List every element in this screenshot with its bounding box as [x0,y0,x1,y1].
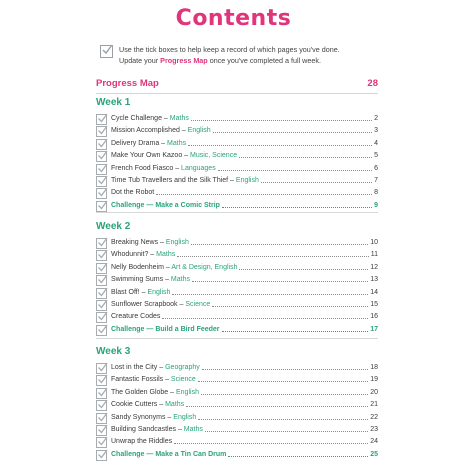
leader-dots [261,182,372,183]
leader-dots [172,294,368,295]
contents-entry[interactable]: Time Tub Travellers and the Silk Thief – English 7 [96,175,378,186]
checkbox-icon[interactable] [96,375,107,386]
progress-map-entry[interactable] [96,78,378,91]
page-number: 3 [374,127,378,135]
checkbox-icon[interactable] [96,114,107,125]
leader-dots [222,207,372,208]
progress-map-page: 28 [367,78,378,89]
page-number: 14 [370,288,378,296]
entry-title: Breaking News [111,239,159,246]
leader-dots [156,194,372,195]
week-1-title: Week 1 [96,97,131,108]
checkbox-icon[interactable] [96,201,107,212]
checkbox-icon[interactable] [96,437,107,448]
entry-title: French Food Fiasco [111,164,174,172]
checkbox-icon[interactable] [96,176,107,187]
page-number: 21 [370,401,378,409]
checkbox-icon[interactable] [96,188,107,199]
page-number: 13 [370,276,378,284]
leader-dots [212,306,368,307]
page-number: 11 [370,251,378,259]
leader-dots [202,369,368,370]
leader-dots [239,269,368,270]
week-2-title: Week 2 [96,221,131,232]
leader-dots [188,145,372,146]
page-number: 16 [370,313,378,321]
contents-entry[interactable]: Sunflower Scrapbook – Science 15 [96,299,378,310]
page-title: Contents [175,6,292,31]
entry-subject: English [187,127,211,135]
contents-entry[interactable]: Lost in the City – Geography 18 [96,362,378,373]
checkbox-icon[interactable] [96,388,107,399]
leader-dots [186,406,368,407]
leader-dots [198,419,368,420]
entry-title: Swimming Sums [111,276,164,284]
checkbox-icon[interactable] [96,275,107,286]
checkbox-icon[interactable] [96,300,107,311]
entry-subject: Maths [170,276,190,284]
entry-title: Make Your Own Kazoo [111,152,183,160]
contents-entry[interactable]: Make Your Own Kazoo – Music, Science 5 [96,150,378,161]
leader-dots [201,394,368,395]
entry-subject: Maths [167,139,187,147]
page-number: 2 [374,115,378,122]
entry-title: Challenge — Make a Comic Strip [111,201,220,209]
checkbox-icon[interactable] [96,139,107,150]
leader-dots [228,456,368,457]
leader-dots [192,281,368,282]
contents-entry[interactable]: Building Sandcastles – Maths 23 [96,424,378,435]
contents-entry[interactable]: Nelly Bodenheim – Art & Design, English 12 [96,262,378,273]
intro-line-2-post: once you've completed a full week. [207,56,321,65]
page-number: 4 [374,139,378,147]
entry-title: Challenge — Build a Bird Feeder [111,325,220,333]
leader-dots [205,431,368,432]
leader-dots [174,443,368,444]
page-number: 22 [370,413,378,421]
entry-subject: Music, Science [190,152,238,160]
checkbox-icon[interactable] [96,450,107,461]
entry-title: Sunflower Scrapbook [111,301,178,308]
contents-entry[interactable]: Blast Off! – English 14 [96,287,378,298]
contents-entry[interactable]: Cycle Challenge – Maths 2 [96,113,378,124]
entry-subject: Languages [181,164,216,172]
entry-title: Blast Off! [111,288,140,296]
checkbox-icon[interactable] [96,238,107,249]
leader-dots [218,170,372,171]
entry-title: Lost in the City [111,364,158,371]
entry-subject: English [176,388,199,396]
checkbox-icon[interactable] [96,363,107,374]
entry-subject: Maths [169,115,189,122]
entry-title: Whodunnit? [111,251,149,259]
leader-dots [213,132,372,133]
entry-subject: Maths [183,426,203,433]
contents-entry[interactable]: Swimming Sums – Maths 13 [96,274,378,285]
contents-entry[interactable] [96,436,378,447]
entry-subject: Maths [165,401,185,409]
divider [96,93,378,94]
leader-dots [191,120,372,121]
contents-entry[interactable]: Whodunnit? – Maths 11 [96,249,378,260]
page-number: 15 [370,301,378,308]
checkbox-icon[interactable] [96,288,107,299]
intro-progress-map-ref: Progress Map [160,56,208,65]
entry-subject: English [235,177,259,184]
contents-entry[interactable] [96,311,378,322]
checkbox-icon[interactable] [96,250,107,261]
entry-title: Nelly Bodenheim [111,263,164,271]
intro-line-2-pre: Update your [119,56,161,65]
contents-entry[interactable]: Mission Accomplished – English 3 [96,125,378,136]
entry-title: Delivery Drama [111,139,160,147]
entry-title: Time Tub Travellers and the Silk Thief [111,177,229,184]
page-number: 20 [370,388,378,396]
checkbox-icon[interactable] [96,400,107,411]
contents-entry[interactable]: Cookie Cutters – Maths 21 [96,399,378,410]
entry-title: Unwrap the Riddles [111,438,173,446]
contents-entry[interactable]: Fantastic Fossils – Science 19 [96,374,378,385]
page-number: 6 [374,164,378,172]
intro-line-1: Use the tick boxes to help keep a record of which pages you've done. [119,45,340,54]
page-number: 5 [374,152,378,160]
leader-dots [191,244,368,245]
divider [96,212,378,213]
entry-title: Creature Codes [111,313,161,321]
checkbox-icon[interactable] [96,164,107,175]
contents-entry[interactable]: Breaking News – English 10 [96,237,378,248]
entry-title: Fantastic Fossils [111,376,164,384]
leader-dots [222,331,368,332]
checkbox-icon[interactable] [96,126,107,137]
checkbox-icon[interactable] [96,151,107,162]
week-3-title: Week 3 [96,346,131,357]
progress-map-label: Progress Map [96,78,159,89]
leader-dots [239,157,372,158]
entry-title: Cycle Challenge [111,115,162,122]
entry-subject: Science [185,301,211,308]
contents-entry[interactable]: Delivery Drama – Maths 4 [96,138,378,149]
entry-subject: Maths [156,251,176,259]
checkbox-icon[interactable] [96,263,107,274]
entry-title: Mission Accomplished [111,127,180,135]
contents-entry[interactable]: Sandy Synonyms – English 22 [96,412,378,423]
checkbox-icon[interactable] [96,425,107,436]
page-number: 24 [370,438,378,446]
entry-title: Challenge — Make a Tin Can Drum [111,450,227,458]
page-number: 10 [370,239,378,246]
contents-entry[interactable]: The Golden Globe – English 20 [96,387,378,398]
contents-entry[interactable]: French Food Fiasco – Languages 6 [96,163,378,174]
checkbox-icon[interactable] [96,312,107,323]
checkbox-icon[interactable] [96,325,107,336]
page-number: 7 [374,177,378,184]
entry-subject: Geography [165,364,200,371]
page-number: 12 [370,263,378,271]
entry-subject: English [147,288,171,296]
entry-title: Sandy Synonyms [111,413,166,421]
page-number: 9 [374,201,378,209]
page-number: 17 [370,325,378,333]
page-number: 18 [370,364,378,371]
page-number: 25 [370,450,378,458]
entry-subject: English [165,239,189,246]
entry-subject: Science [170,376,196,384]
checkbox-icon[interactable] [100,45,113,58]
contents-entry[interactable] [96,187,378,198]
entry-title: Cookie Cutters [111,401,158,409]
leader-dots [177,256,369,257]
challenge-entry[interactable] [96,324,378,335]
leader-dots [198,381,368,382]
entry-title: Dot the Robot [111,189,155,197]
page-number: 23 [370,426,378,433]
entry-title: The Golden Globe [111,388,169,396]
challenge-entry[interactable] [96,200,378,211]
challenge-entry[interactable] [96,449,378,460]
entry-subject: Art & Design, English [171,263,238,271]
checkbox-icon[interactable] [96,413,107,424]
leader-dots [162,318,368,319]
entry-title: Building Sandcastles [111,426,176,433]
page-number: 8 [374,189,378,197]
entry-subject: English [173,413,197,421]
page-number: 19 [370,376,378,384]
divider [96,338,378,339]
